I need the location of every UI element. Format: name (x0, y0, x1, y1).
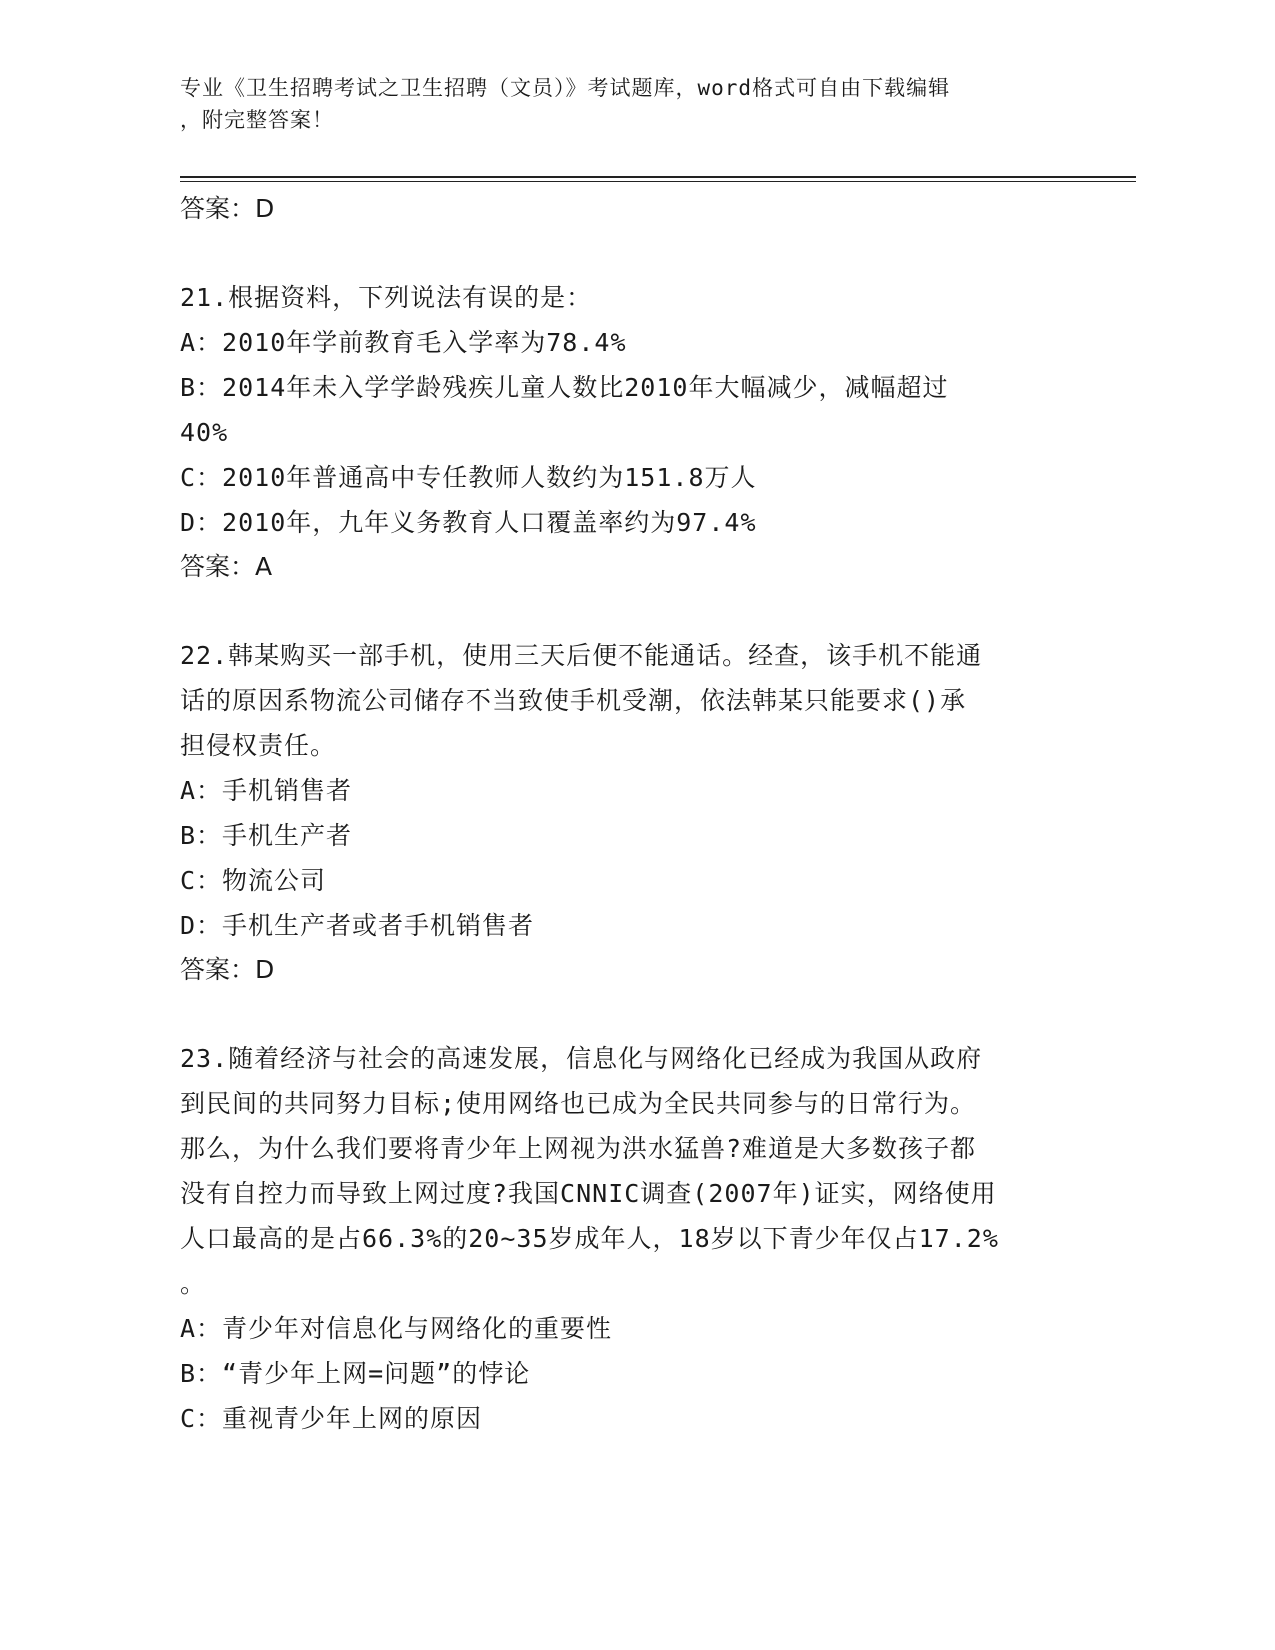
option-c: C：物流公司 (180, 866, 327, 895)
spacer (180, 589, 1070, 633)
question-stem: 没有自控力而导致上网过度?我国CNNIC调查(2007年)证实，网络使用 (180, 1179, 997, 1208)
answer-21: 答案：A (180, 552, 273, 581)
option-b: B：2014年未入学学龄残疾儿童人数比2010年大幅减少，减幅超过 (180, 373, 949, 402)
question-stem: 担侵权责任。 (180, 731, 337, 760)
option-b: B：手机生产者 (180, 821, 353, 850)
spacer (180, 231, 1070, 275)
page-header (180, 72, 1060, 136)
question-stem: 人口最高的是占66.3%的20~35岁成年人，18岁以下青少年仅占17.2% (180, 1224, 999, 1253)
question-stem: 那么，为什么我们要将青少年上网视为洪水猛兽?难道是大多数孩子都 (180, 1134, 977, 1163)
header-rule-thin (180, 181, 1136, 182)
spacer (180, 992, 1070, 1036)
option-c: C：重视青少年上网的原因 (180, 1404, 483, 1433)
option-d: D：手机生产者或者手机销售者 (180, 911, 535, 940)
question-23 (180, 1036, 1070, 1441)
option-b-continued: 40% (180, 418, 229, 447)
answer-previous: 答案：D (180, 194, 275, 223)
option-d: D：2010年，九年义务教育人口覆盖率约为97.4% (180, 508, 757, 537)
question-stem: 22.韩某购买一部手机，使用三天后便不能通话。经查，该手机不能通 (180, 641, 983, 670)
answer-22: 答案：D (180, 955, 275, 984)
option-a: A：手机销售者 (180, 776, 353, 805)
option-a: A：2010年学前教育毛入学率为78.4% (180, 328, 627, 357)
question-stem: 话的原因系物流公司储存不当致使手机受潮，依法韩某只能要求()承 (180, 686, 967, 715)
option-a: A：青少年对信息化与网络化的重要性 (180, 1314, 613, 1343)
question-stem: 。 (180, 1269, 207, 1298)
question-stem: 到民间的共同努力目标;使用网络也已成为全民共同参与的日常行为。 (180, 1089, 977, 1118)
header-rule-thick (180, 176, 1136, 178)
option-c: C：2010年普通高中专任教师人数约为151.8万人 (180, 463, 757, 492)
question-content (180, 187, 1070, 1441)
question-stem: 23.随着经济与社会的高速发展，信息化与网络化已经成为我国从政府 (180, 1044, 983, 1073)
header-line-1: 专业《卫生招聘考试之卫生招聘（文员）》考试题库，word格式可自由下载编辑 (180, 76, 951, 100)
option-b: B：“青少年上网=问题”的悖论 (180, 1359, 531, 1388)
question-22 (180, 633, 1070, 948)
header-line-2: ，附完整答案！ (180, 108, 334, 132)
question-stem: 21.根据资料，下列说法有误的是： (180, 283, 593, 312)
question-21 (180, 275, 1070, 545)
